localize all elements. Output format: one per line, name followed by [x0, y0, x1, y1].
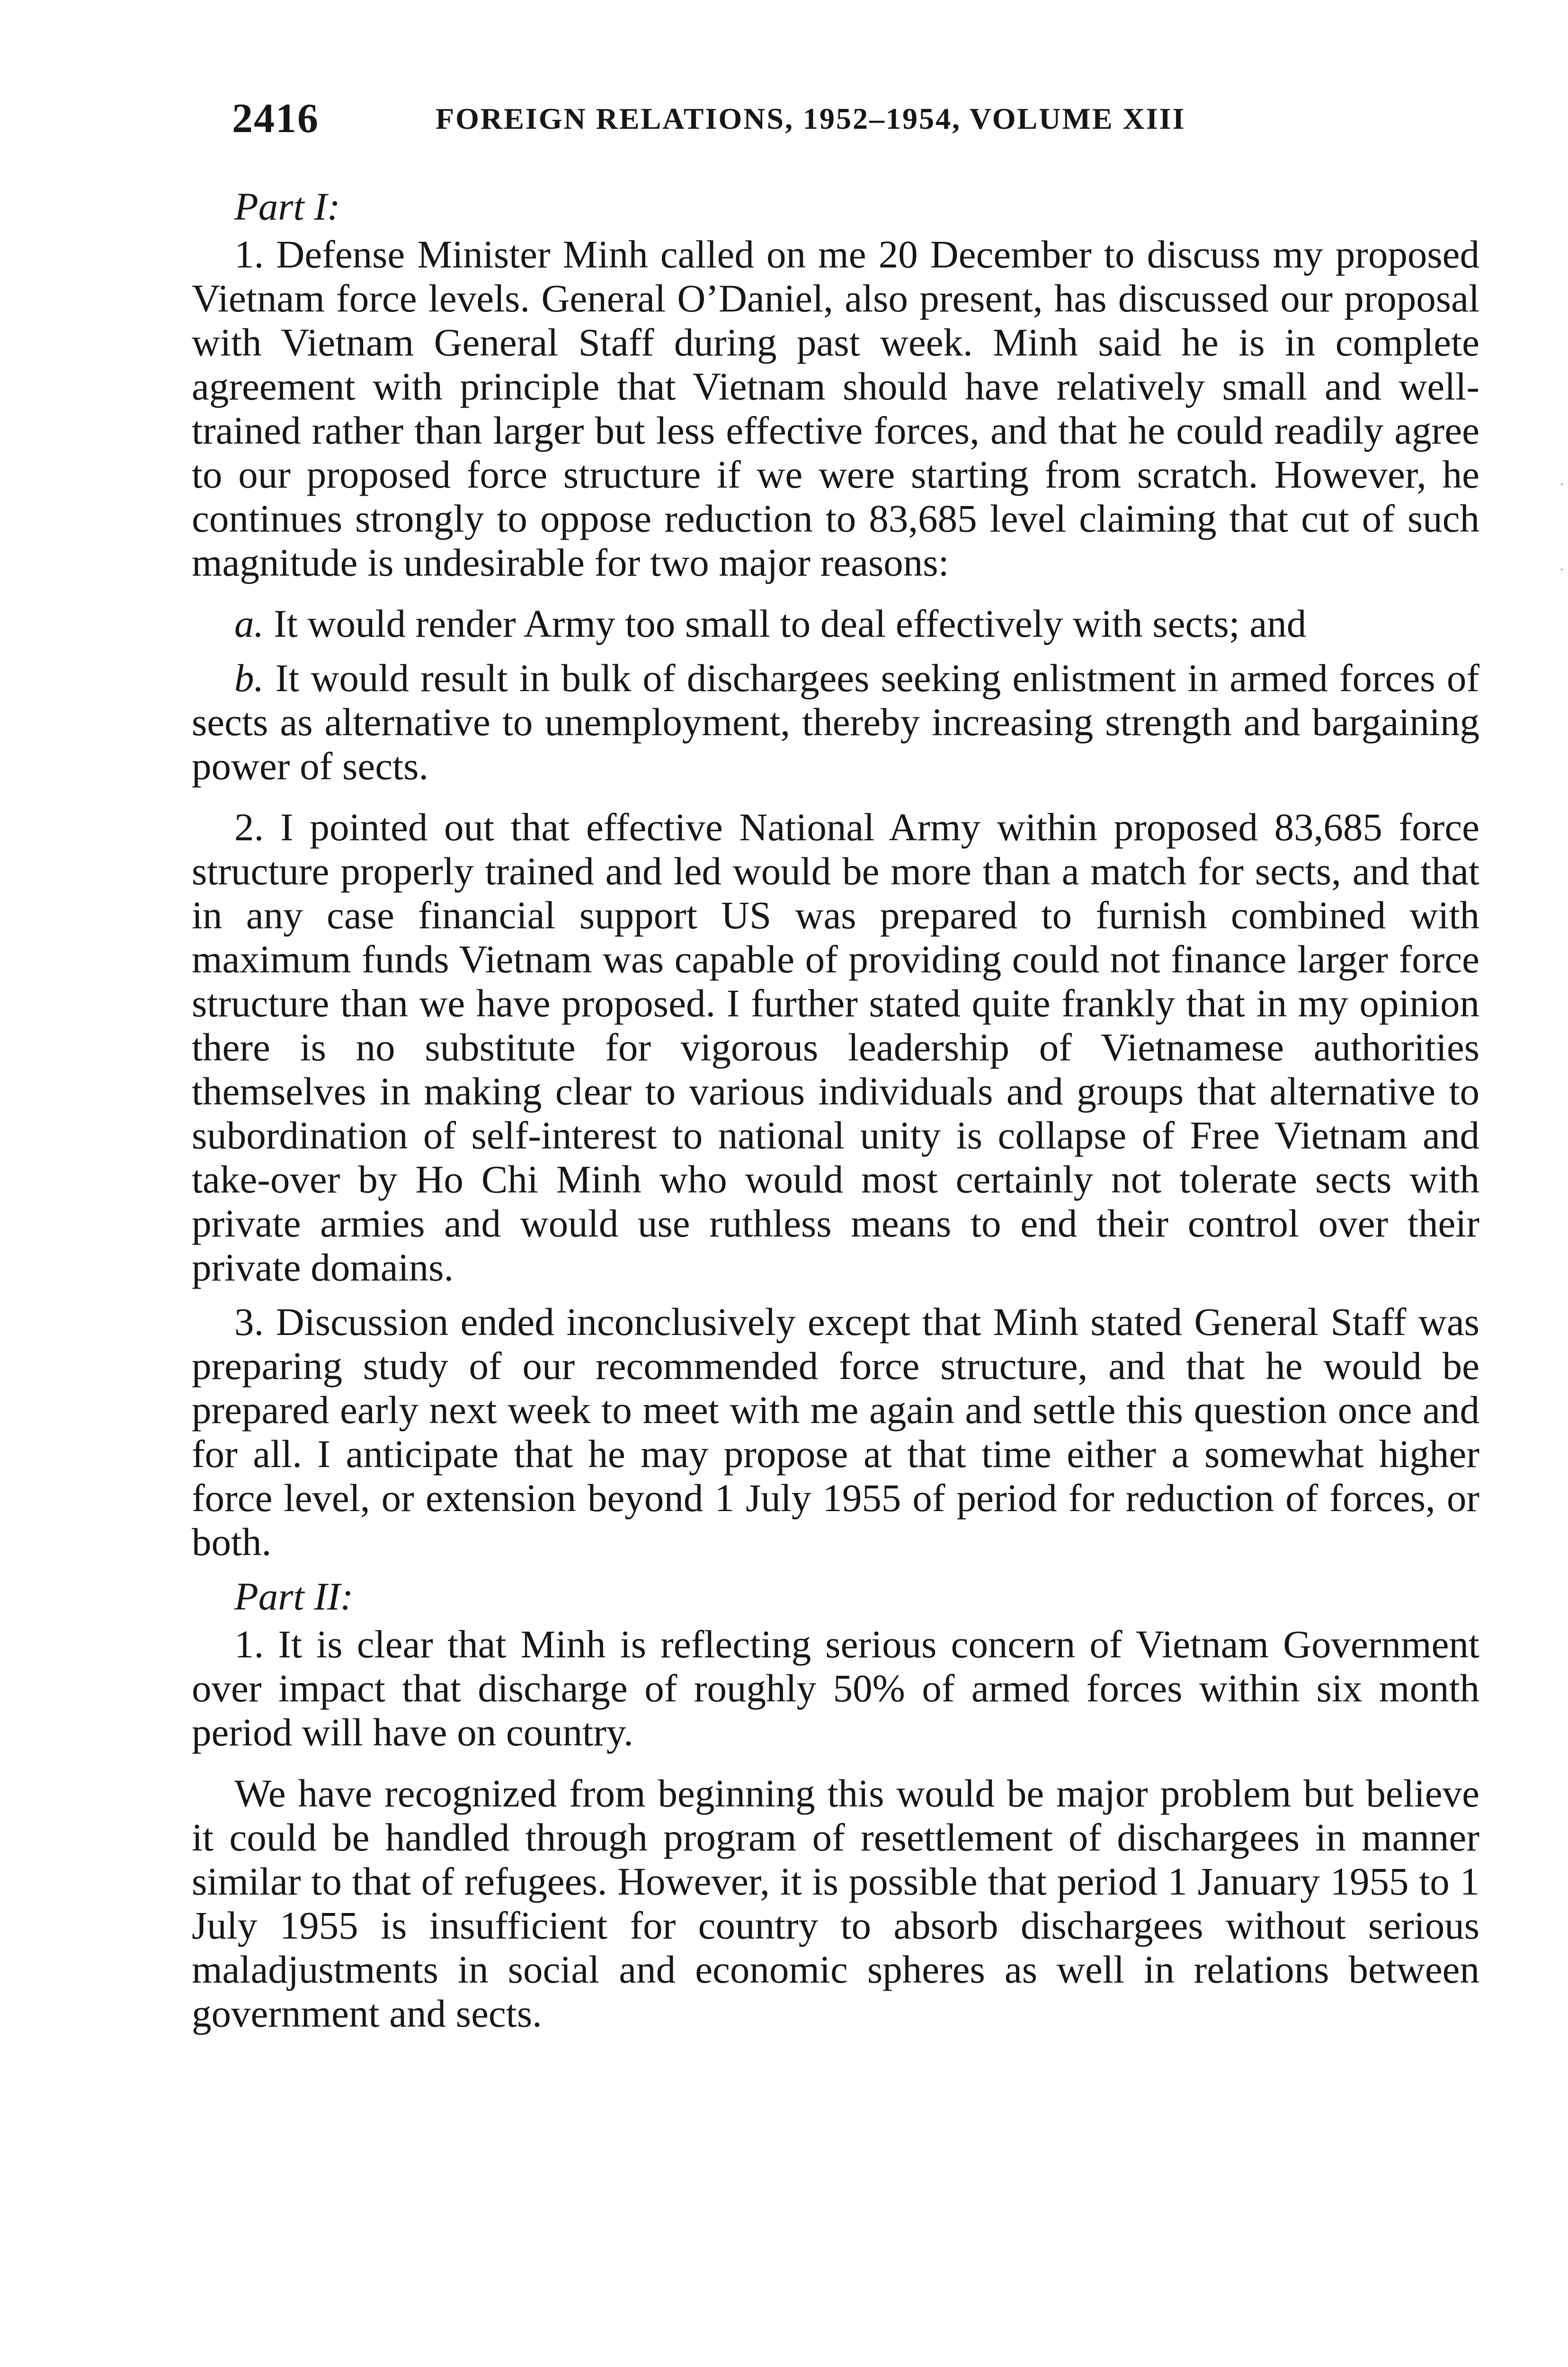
- item-a-text: It would render Army too small to deal effectively with sects; and: [264, 602, 1307, 645]
- item-a-marker: a.: [234, 602, 264, 645]
- part-2-heading: Part II:: [234, 1575, 354, 1618]
- part-1-item-b: [192, 656, 1479, 788]
- page-number: 2416: [232, 96, 319, 142]
- part-1-item-a: [192, 602, 1479, 646]
- item-b-marker: b.: [234, 656, 264, 700]
- part-1-paragraph-2: 2. I pointed out that effective National Army within proposed 83,685 force structure properly trained and led would be more than a match for sects, and that in any case financial support US was prepared to furnish combined with maximum funds Vietnam was capable of providing could not finance larger force structure than we have proposed. I further stated quite frankly that in my opinion there is no substitute for vigorous leadership of Vietnamese authorities themselves in making clear to various individuals and groups that alternative to subordination of self-interest to national unity is collapse of Free Vietnam and take-over by Ho Chi Minh who would most certainly not tolerate sects with private armies and would use ruthless means to end their control over their private domains.: [192, 805, 1479, 1289]
- running-head: FOREIGN RELATIONS, 1952–1954, VOLUME XIII: [436, 102, 1186, 135]
- part-2-paragraph-1: 1. It is clear that Minh is reflecting serious concern of Vietnam Government over impact that discharge of roughly 50% of armed forces within six month period will have on country.: [192, 1622, 1479, 1754]
- page-header: [232, 95, 1321, 151]
- item-b-text: It would result in bulk of dischargees seeking enlistment in armed forces of sects as alternative to unemployment, thereby increasing strength and bargaining power of sects.: [192, 656, 1479, 788]
- scan-speck: [1560, 568, 1563, 571]
- part-1-paragraph-3: 3. Discussion ended inconclusively except that Minh stated General Staff was preparing study of our recommended force structure, and that he would be prepared early next week to meet with me again and settle this question once and for all. I anticipate that he may propose at that time either a somewhat higher force level, or extension beyond 1 July 1955 of period for reduction of forces, or both.: [192, 1300, 1479, 1564]
- part-1-paragraph-1: 1. Defense Minister Minh called on me 20 December to discuss my proposed Vietnam force levels. General O’Daniel, also present, has discussed our proposal with Vietnam General Staff during past week. Minh said he is in complete agreement with principle that Vietnam should have relatively small and well-trained rather than larger but less effective forces, and that he could readily agree to our proposed force structure if we were starting from scratch. However, he continues strongly to oppose reduction to 83,685 level claiming that cut of such magnitude is undesirable for two major reasons:: [192, 232, 1479, 584]
- part-1-heading: Part I:: [234, 185, 340, 228]
- part-2-paragraph-2: We have recognized from beginning this would be major problem but believe it could be handled through program of resettlement of dischargees in manner similar to that of refugees. However, it is possible that period 1 January 1955 to 1 July 1955 is insufficient for country to absorb dischargees without serious maladjustments in social and economic spheres as well in relations between government and sects.: [192, 1771, 1479, 2035]
- document-body: [192, 185, 1479, 2036]
- scan-speck: [1560, 483, 1563, 486]
